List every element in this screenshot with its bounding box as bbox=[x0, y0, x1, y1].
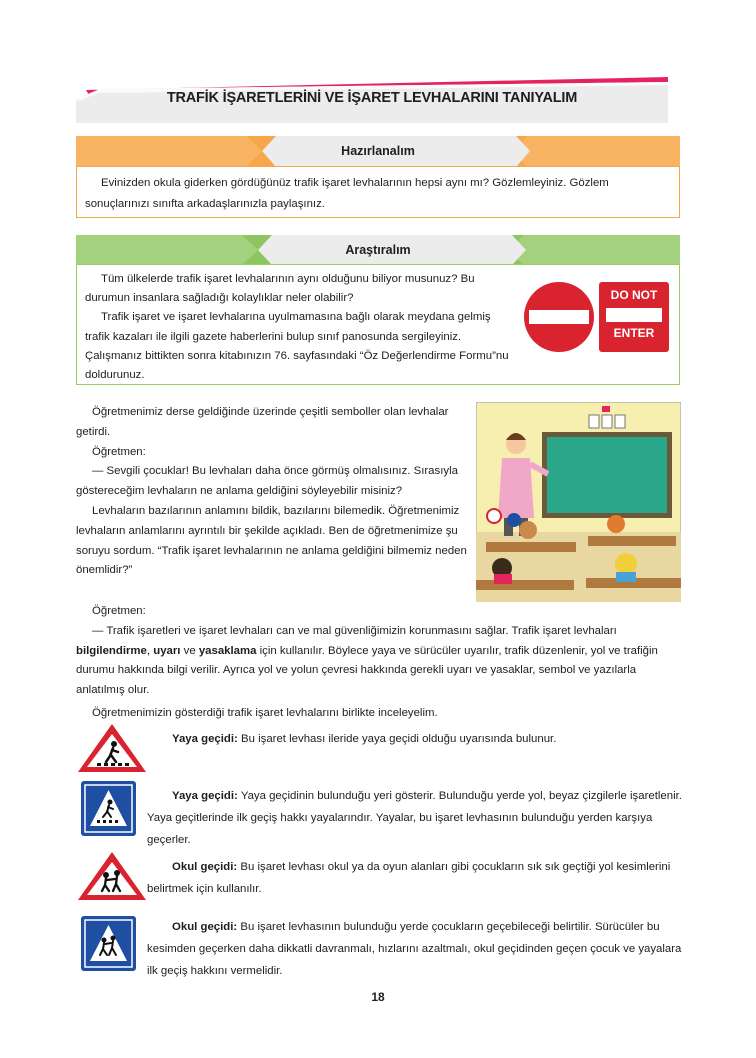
hazirlanalim-heading: Hazırlanalım bbox=[341, 144, 415, 158]
sign-1-label: Yaya geçidi: bbox=[172, 733, 238, 745]
classroom-illustration bbox=[476, 402, 681, 602]
keyword-bilgilendirme: bilgilendirme bbox=[76, 644, 147, 657]
no-entry-sign-icon bbox=[523, 281, 595, 353]
story-p6-start: — Trafik işaretleri ve işaret levhaları can ve mal güvenliğimizin korunmasını sağlar. Trafik işaret levhaları bbox=[92, 624, 617, 637]
story-paragraph-1: Öğretmenimiz derse geldiğinde üzerinde çeşitli semboller olan levhalar getirdi. bbox=[76, 406, 449, 438]
story-p6-sep2: ve bbox=[180, 644, 199, 657]
do-not-enter-sign bbox=[599, 282, 669, 352]
sign-1-text: Bu işaret levhası ileride yaya geçidi olduğu uyarısında bulunur. bbox=[237, 733, 557, 745]
school-crossing-warning-icon bbox=[76, 850, 148, 902]
school-crossing-info-icon bbox=[81, 916, 136, 971]
sign-2-text: Yaya geçidinin bulunduğu yeri gösterir. Bulunduğu yerde yol, beyaz çizgilerle işaretlenir. Yaya geçitlerinde ilk geçiş hakkı yayalarındır. Yayalar, bu işaret levhasının bulunduğu yerden karşıya geçerler. bbox=[147, 790, 682, 846]
do-not-text: DO NOT bbox=[610, 288, 658, 302]
do-not-enter-bar bbox=[606, 308, 662, 322]
keyword-uyari: uyarı bbox=[153, 644, 181, 657]
story-paragraph-4: Levhaların bazılarının anlamını bildik, bazılarını bilemedik. Öğretmenimiz levhaların anlamlarını ayrıntılı bir şekilde açıkladı. Ben de öğretmenimize şu soruyu sordum. “Trafik işaret levhalarının ne anlama geldiğini bilmemiz neden önemlidir?” bbox=[76, 504, 467, 577]
sign-2-label: Yaya geçidi: bbox=[172, 790, 238, 802]
pedestrian-crossing-warning-icon bbox=[76, 722, 148, 774]
sign-4-text: Bu işaret levhasının bulunduğu yerde çocukların geçebileceği belirtilir. Sürücüler bu kesimden geçerken daha dikkatli davranmalı, hızlarını azaltmalı, okul geçidinden geçen çocuk ve yayalara ilk geçiş hakkını vermelidir. bbox=[147, 921, 682, 977]
story-paragraph-7: Öğretmenimizin gösterdiği trafik işaret levhalarını birlikte inceleyelim. bbox=[92, 706, 438, 719]
page-number: 18 bbox=[371, 990, 385, 1004]
story-paragraph-5: Öğretmen: bbox=[92, 605, 146, 617]
sign-3-label: Okul geçidi: bbox=[172, 861, 238, 873]
sign-3-text: Bu işaret levhası okul ya da oyun alanları gibi çocukların sık sık geçtiği yol kesimlerini belirtmek için kullanılır. bbox=[147, 861, 671, 895]
arastiralim-paragraph-2: Trafik işaret ve işaret levhalarına uyulmamasına bağlı olarak meydana gelmiş trafik kazaları ile ilgili gazete haberlerini bulup sınıf panosunda sergileyiniz. Çalışmanız bittikten sonra kitabınızın 76. sayfasındaki “Öz Değerlendirme Formu”nu doldurunuz. bbox=[85, 311, 509, 382]
sign-4-description bbox=[147, 916, 682, 982]
arastiralim-heading: Araştıralım bbox=[345, 243, 411, 257]
page-title: TRAFİK İŞARETLERİNİ VE İŞARET LEVHALARINI TANIYALIM bbox=[166, 90, 578, 106]
story-paragraph-3: — Sevgili çocuklar! Bu levhaları daha önce görmüş olmalısınız. Sırasıyla göstereceğim levhaların ne anlama geldiğini söyleyebilir misiniz? bbox=[76, 465, 458, 498]
story-full-column bbox=[76, 602, 681, 724]
hazirlanalim-text: Evinizden okula giderken gördüğünüz trafik işaret levhalarının hepsi aynı mı? Gözlemleyiniz. Gözlem sonuçlarınızı sınıfta arkadaşlarınızla paylaşınız. bbox=[85, 177, 609, 210]
story-left-column bbox=[76, 403, 468, 581]
hazirlanalim-box bbox=[76, 166, 680, 218]
story-p6-end: için kullanılır. Böylece yaya ve sürücüler uyarılır, trafik düzenlenir, yol ve trafiğin durumu hakkında bilgi verilir. Ayrıca yol ve yolun çevresi hakkında gerekli uyarı ve yasaklar, sembol ve yazılarla anlatılmış olur. bbox=[76, 644, 658, 697]
story-p6-sep1: , bbox=[146, 644, 154, 657]
pedestrian-crossing-info-icon bbox=[81, 781, 136, 836]
arastiralim-paragraph-1: Tüm ülkelerde trafik işaret levhalarının aynı olduğunu biliyor musunuz? Bu durumun insanlara sağladığı kolaylıklar neler olabilir? bbox=[85, 273, 475, 305]
enter-text: ENTER bbox=[613, 326, 655, 340]
story-paragraph-2: Öğretmen: bbox=[92, 445, 146, 458]
sign-2-description bbox=[147, 785, 682, 851]
story-paragraph-6 bbox=[76, 622, 681, 701]
sign-4-label: Okul geçidi: bbox=[172, 921, 238, 933]
sign-1-description bbox=[172, 728, 682, 750]
sign-3-description bbox=[147, 856, 682, 900]
keyword-yasaklama: yasaklama bbox=[198, 644, 257, 657]
